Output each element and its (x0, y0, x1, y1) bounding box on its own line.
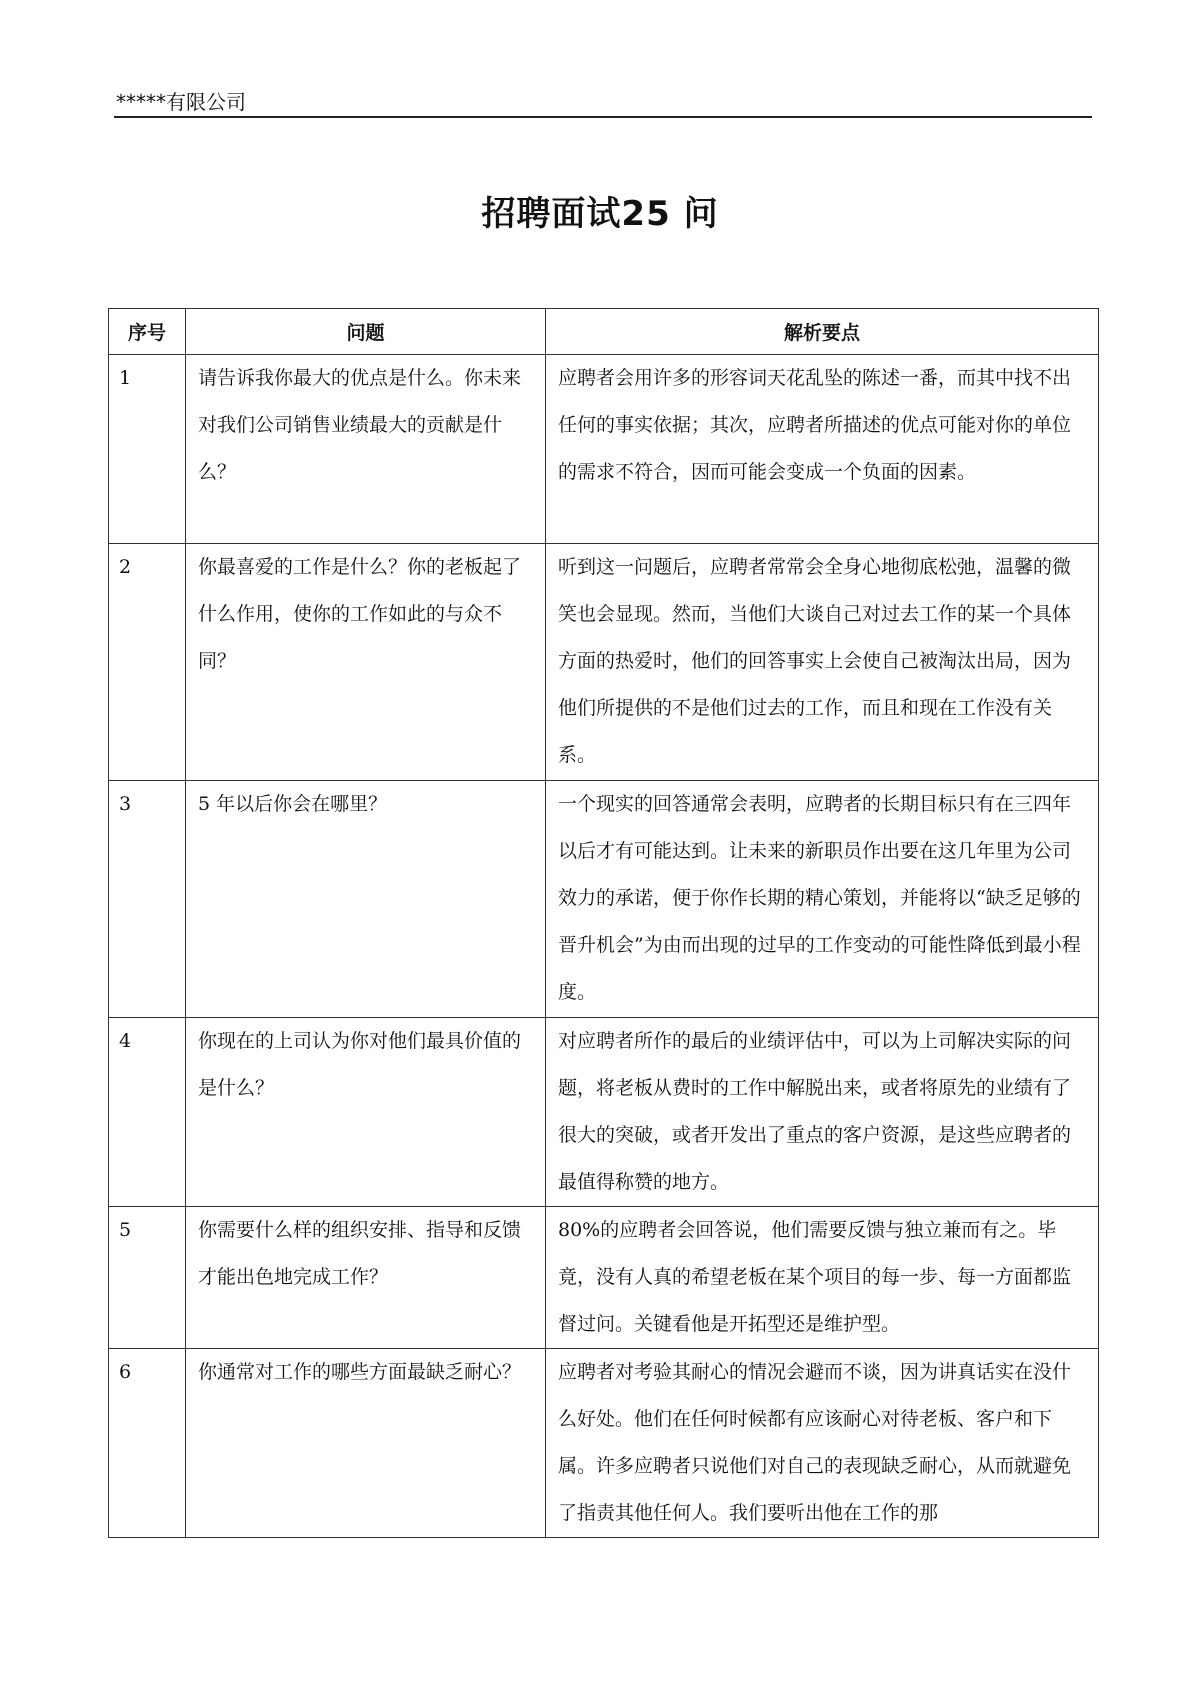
row-number: 6 (109, 1349, 186, 1538)
page-header (114, 82, 1092, 118)
question-cell: 你通常对工作的哪些方面最缺乏耐心？ (186, 1349, 546, 1538)
analysis-cell: 对应聘者所作的最后的业绩评估中，可以为上司解决实际的问题，将老板从费时的工作中解脱出来，或者将原先的业绩有了很大的突破，或者开发出了重点的客户资源，是这些应聘者的最值得称赞的地方。 (546, 1018, 1099, 1207)
table-header-row (109, 309, 1099, 355)
analysis-cell: 应聘者对考验其耐心的情况会避而不谈，因为讲真话实在没什么好处。他们在任何时候都有应该耐心对待老板、客户和下属。许多应聘者只说他们对自己的表现缺乏耐心，从而就避免了指责其他任何人。我们要听出他在工作的那 (546, 1349, 1099, 1538)
table-row (109, 1349, 1099, 1538)
row-number: 2 (109, 544, 186, 781)
company-name: *****有限公司 (116, 90, 246, 114)
table-row (109, 781, 1099, 1018)
document-title: 招聘面试25 问 (481, 194, 719, 234)
table-row (109, 355, 1099, 544)
row-number: 1 (109, 355, 186, 544)
row-number: 5 (109, 1207, 186, 1349)
table-row (109, 1207, 1099, 1349)
question-cell: 你需要什么样的组织安排、指导和反馈才能出色地完成工作？ (186, 1207, 546, 1349)
column-header-number: 序号 (109, 309, 186, 355)
row-number: 3 (109, 781, 186, 1018)
analysis-cell: 听到这一问题后，应聘者常常会全身心地彻底松弛，温馨的微笑也会显现。然而，当他们大谈自己对过去工作的某一个具体方面的热爱时，他们的回答事实上会使自己被淘汰出局，因为他们所提供的不是他们过去的工作，而且和现在工作没有关系。 (546, 544, 1099, 781)
question-cell: 你最喜爱的工作是什么？你的老板起了什么作用，使你的工作如此的与众不同？ (186, 544, 546, 781)
analysis-cell: 应聘者会用许多的形容词天花乱坠的陈述一番，而其中找不出任何的事实依据；其次，应聘者所描述的优点可能对你的单位的需求不符合，因而可能会变成一个负面的因素。 (546, 355, 1099, 544)
column-header-analysis: 解析要点 (546, 309, 1099, 355)
analysis-cell: 80%的应聘者会回答说，他们需要反馈与独立兼而有之。毕竟，没有人真的希望老板在某个项目的每一步、每一方面都监督过问。关键看他是开拓型还是维护型。 (546, 1207, 1099, 1349)
question-cell: 5 年以后你会在哪里？ (186, 781, 546, 1018)
analysis-cell: 一个现实的回答通常会表明，应聘者的长期目标只有在三四年以后才有可能达到。让未来的新职员作出要在这几年里为公司效力的承诺，便于你作长期的精心策划，并能将以“缺乏足够的晋升机会”为由而出现的过早的工作变动的可能性降低到最小程度。 (546, 781, 1099, 1018)
column-header-question: 问题 (186, 309, 546, 355)
question-cell: 请告诉我你最大的优点是什么。你未来对我们公司销售业绩最大的贡献是什么？ (186, 355, 546, 544)
table-row (109, 1018, 1099, 1207)
question-cell: 你现在的上司认为你对他们最具价值的是什么？ (186, 1018, 546, 1207)
interview-questions-table (108, 308, 1099, 1538)
row-number: 4 (109, 1018, 186, 1207)
table-row (109, 544, 1099, 781)
